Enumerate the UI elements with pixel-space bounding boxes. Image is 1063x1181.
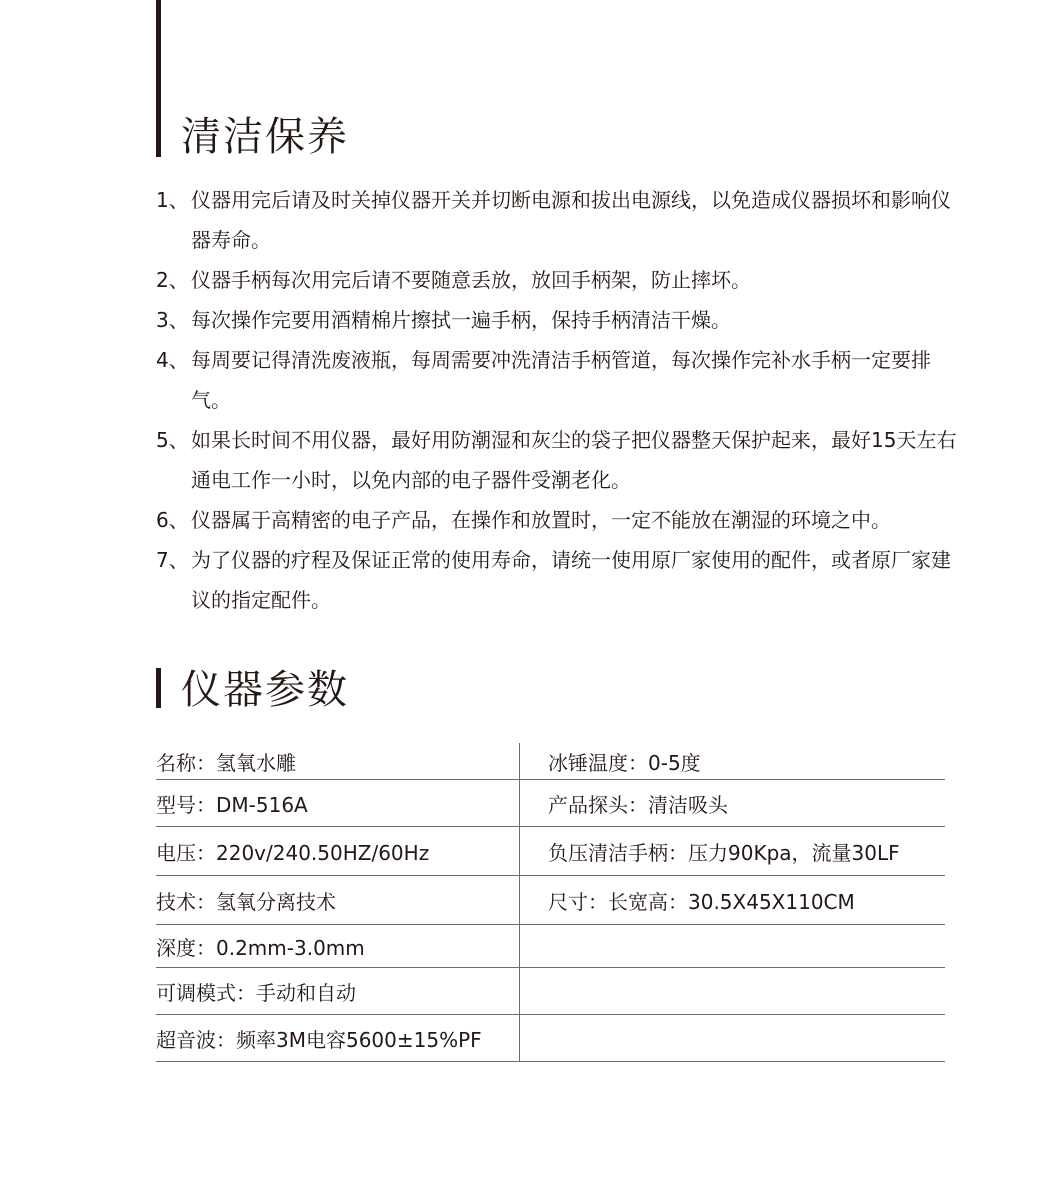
item-number: 2、	[156, 268, 189, 292]
item-text: 如果长时间不用仪器，最好用防潮湿和灰尘的袋子把仪器整天保护起来，最好15天左右通电工作一小时，以免内部的电子器件受潮老化。	[191, 428, 957, 492]
section-accent-bar	[156, 668, 161, 708]
spec-cell-left: 可调模式：手动和自动	[156, 968, 520, 1015]
spec-cell-left: 技术：氢氧分离技术	[156, 876, 520, 925]
item-text: 每次操作完要用酒精棉片擦拭一遍手柄，保持手柄清洁干燥。	[191, 308, 731, 332]
table-row	[156, 1015, 945, 1062]
item-text: 仪器属于高精密的电子产品，在操作和放置时，一定不能放在潮湿的环境之中。	[191, 508, 891, 532]
list-item	[156, 420, 966, 500]
spec-cell-right: 冰锤温度：0-5度	[520, 743, 946, 780]
list-item	[156, 260, 966, 300]
item-text: 每周要记得清洗废液瓶，每周需要冲洗清洁手柄管道，每次操作完补水手柄一定要排气。	[191, 348, 931, 412]
item-text: 仪器手柄每次用完后请不要随意丢放，放回手柄架，防止摔坏。	[191, 268, 751, 292]
spec-cell-left: 名称：氢氧水雕	[156, 743, 520, 780]
table-row	[156, 968, 945, 1015]
section-accent-bar	[156, 0, 161, 157]
list-item	[156, 500, 966, 540]
list-item	[156, 180, 966, 260]
item-number: 7、	[156, 548, 189, 572]
spec-cell-left: 超音波：频率3M电容5600±15%PF	[156, 1015, 520, 1062]
spec-table	[156, 743, 945, 1062]
spec-cell-left: 型号：DM-516A	[156, 780, 520, 827]
table-row	[156, 876, 945, 925]
table-row	[156, 780, 945, 827]
item-text: 为了仪器的疗程及保证正常的使用寿命，请统一使用原厂家使用的配件，或者原厂家建议的指定配件。	[191, 548, 951, 612]
spec-cell-right: 产品探头：清洁吸头	[520, 780, 946, 827]
spec-cell-right: 负压清洁手柄：压力90Kpa，流量30LF	[520, 827, 946, 876]
spec-cell-right	[520, 925, 946, 968]
item-number: 5、	[156, 428, 189, 452]
item-text: 仪器用完后请及时关掉仪器开关并切断电源和拔出电源线，以免造成仪器损坏和影响仪器寿命。	[191, 188, 951, 252]
spec-cell-left: 电压：220v/240.50HZ/60Hz	[156, 827, 520, 876]
table-row	[156, 827, 945, 876]
params-section-title: 仪器参数	[181, 667, 349, 713]
list-item	[156, 300, 966, 340]
spec-cell-right: 尺寸：长宽高：30.5X45X110CM	[520, 876, 946, 925]
spec-cell-left: 深度：0.2mm-3.0mm	[156, 925, 520, 968]
list-item	[156, 340, 966, 420]
item-number: 4、	[156, 348, 189, 372]
cleaning-instructions-list	[156, 180, 966, 620]
item-number: 3、	[156, 308, 189, 332]
cleaning-section-title: 清洁保养	[181, 114, 349, 160]
item-number: 6、	[156, 508, 189, 532]
item-number: 1、	[156, 188, 189, 212]
table-row	[156, 925, 945, 968]
spec-cell-right	[520, 1015, 946, 1062]
list-item	[156, 540, 966, 620]
table-row	[156, 743, 945, 780]
spec-cell-right	[520, 968, 946, 1015]
